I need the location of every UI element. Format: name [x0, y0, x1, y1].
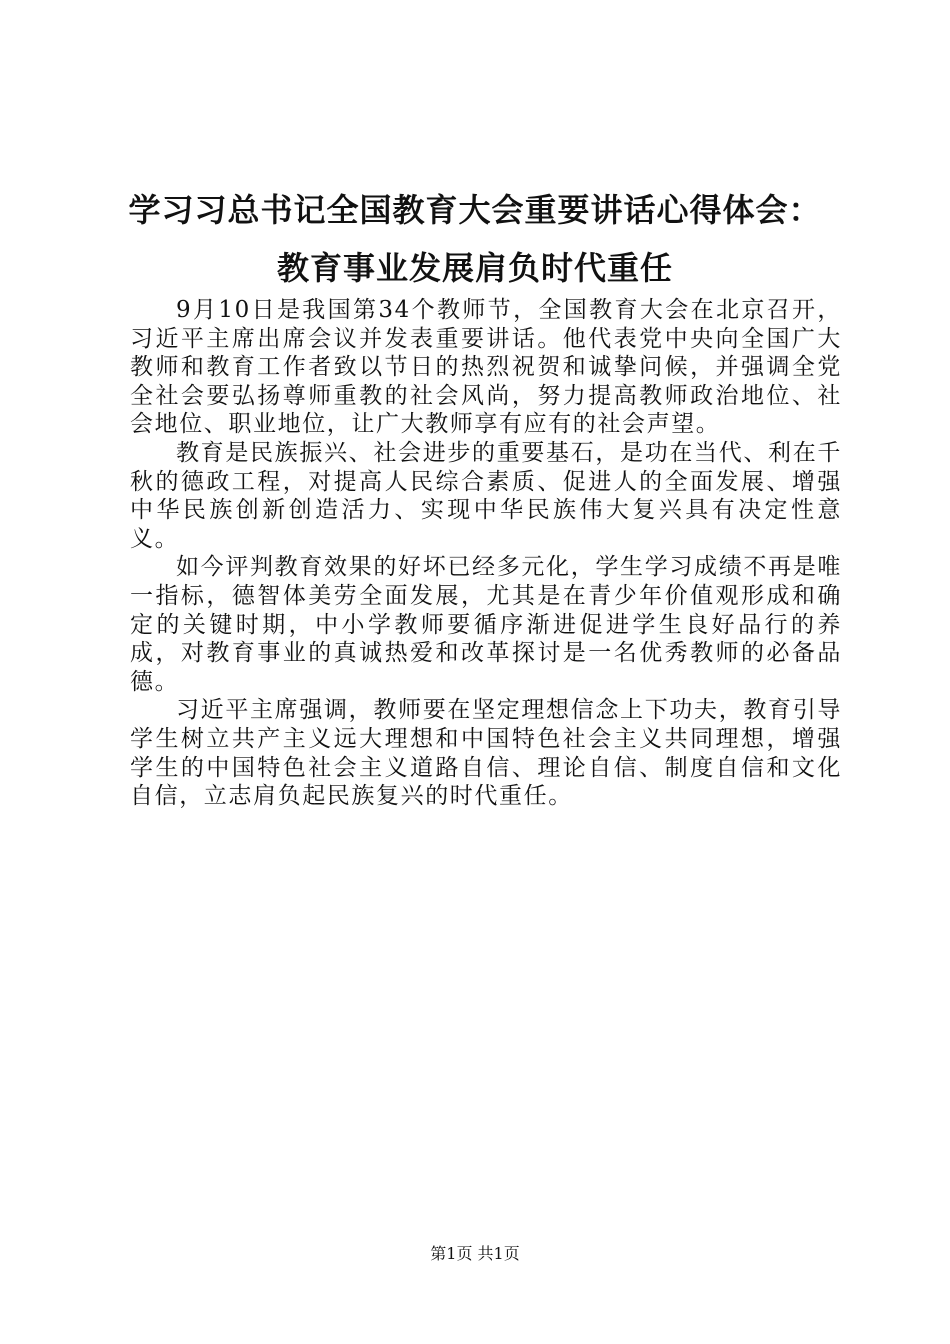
- document-title-line1: 学习习总书记全国教育大会重要讲话心得体会：: [128, 191, 822, 229]
- paragraph: 9月10日是我国第34个教师节，全国教育大会在北京召开，习近平主席出席会议并发表重要讲话。他代表党中央向全国广大教师和教育工作者致以节日的热烈祝贺和诚挚问候，并强调全党全社会要弘扬尊师重教的社会风尚，努力提高教师政治地位、社会地位、职业地位，让广大教师享有应有的社会声望。: [130, 297, 842, 438]
- document-title-line2: 教育事业发展肩负时代重任: [276, 249, 673, 287]
- page-footer: 第1页 共1页: [430, 1244, 520, 1263]
- paragraph: 习近平主席强调，教师要在坚定理想信念上下功夫，教育引导学生树立共产主义远大理想和中国特色社会主义共同理想，增强学生的中国特色社会主义道路自信、理论自信、制度自信和文化自信，立志肩负起民族复兴的时代重任。: [130, 697, 842, 810]
- paragraph: 如今评判教育效果的好坏已经多元化，学生学习成绩不再是唯一指标，德智体美劳全面发展，尤其是在青少年价值观形成和确定的关键时期，中小学教师要循序渐进促进学生良好品行的养成，对教育事业的真诚热爱和改革探讨是一名优秀教师的必备品德。: [130, 554, 842, 695]
- paragraph: 教育是民族振兴、社会进步的重要基石，是功在当代、利在千秋的德政工程，对提高人民综合素质、促进人的全面发展、增强中华民族创新创造活力、实现中华民族伟大复兴具有决定性意义。: [130, 439, 842, 552]
- document-body: [130, 296, 842, 811]
